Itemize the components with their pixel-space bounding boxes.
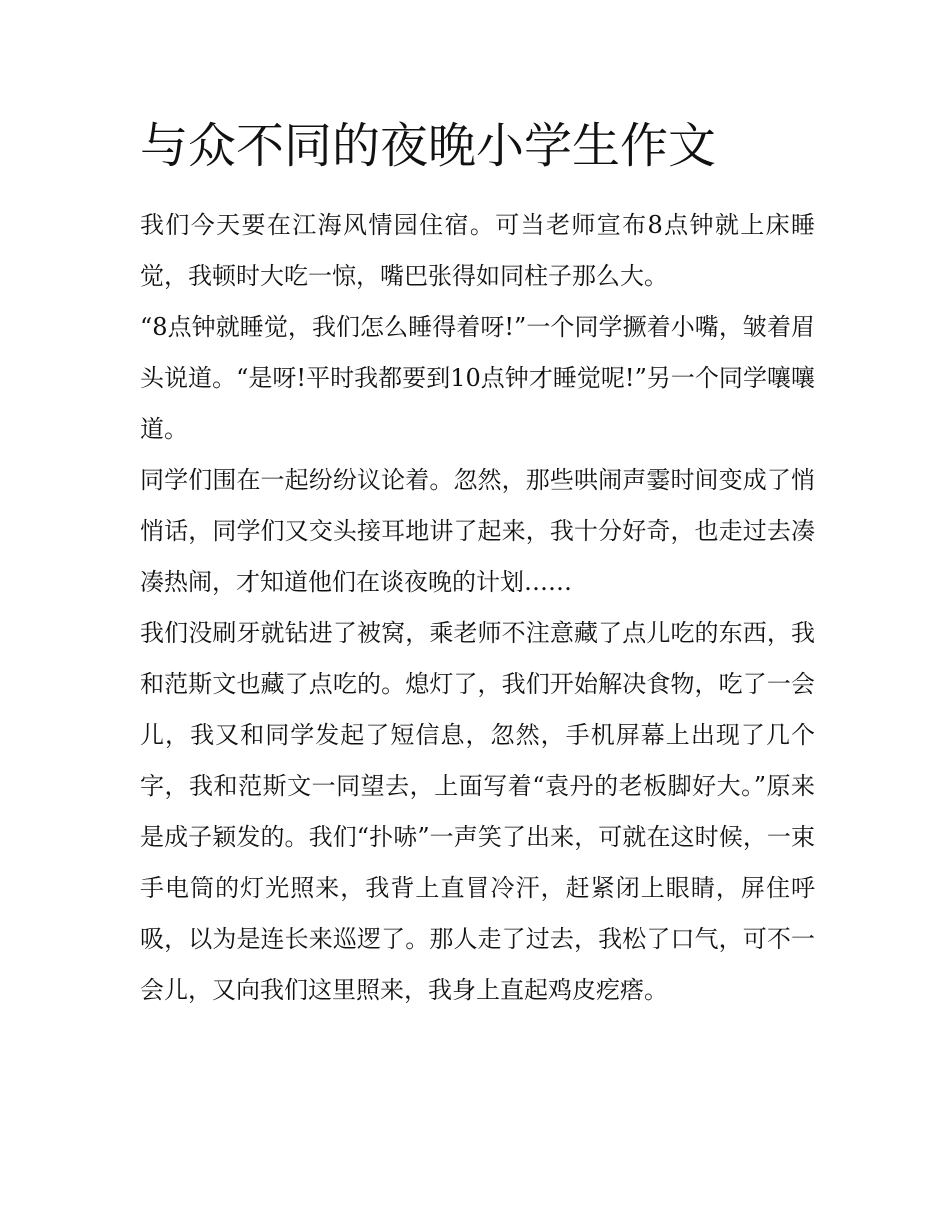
- paragraph-3: 同学们围在一起纷纷议论着。忽然，那些哄闹声霎时间变成了悄悄话，同学们又交头接耳地讲了起来，我十分好奇，也走过去凑凑热闹，才知道他们在谈夜晚的计划……: [140, 466, 815, 596]
- document-title: 与众不同的夜晚小学生作文: [140, 118, 717, 174]
- paragraph-4: 我们没刷牙就钻进了被窝，乘老师不注意藏了点儿吃的东西，我和范斯文也藏了点吃的。熄灯了，我们开始解决食物，吃了一会儿，我又和同学发起了短信息，忽然，手机屏幕上出现了几个字，我和范斯文一同望去，上面写着“袁丹的老板脚好大。”原来是成子颖发的。我们“扑哧”一声笑了出来，可就在这时候，一束手电筒的灯光照来，我背上直冒冷汗，赶紧闭上眼睛，屏住呼吸，以为是连长来巡逻了。那人走了过去，我松了口气，可不一会儿，又向我们这里照来，我身上直起鸡皮疙瘩。: [140, 619, 815, 1004]
- paragraph-1: 我们今天要在江海风情园住宿。可当老师宣布8点钟就上床睡觉，我顿时大吃一惊，嘴巴张得如同柱子那么大。: [140, 211, 815, 290]
- paragraph-2: “8点钟就睡觉，我们怎么睡得着呀!”一个同学撅着小嘴，皱着眉头说道。“是呀!平时我都要到10点钟才睡觉呢!”另一个同学嚷嚷道。: [140, 313, 815, 443]
- document-body: [140, 112, 815, 1016]
